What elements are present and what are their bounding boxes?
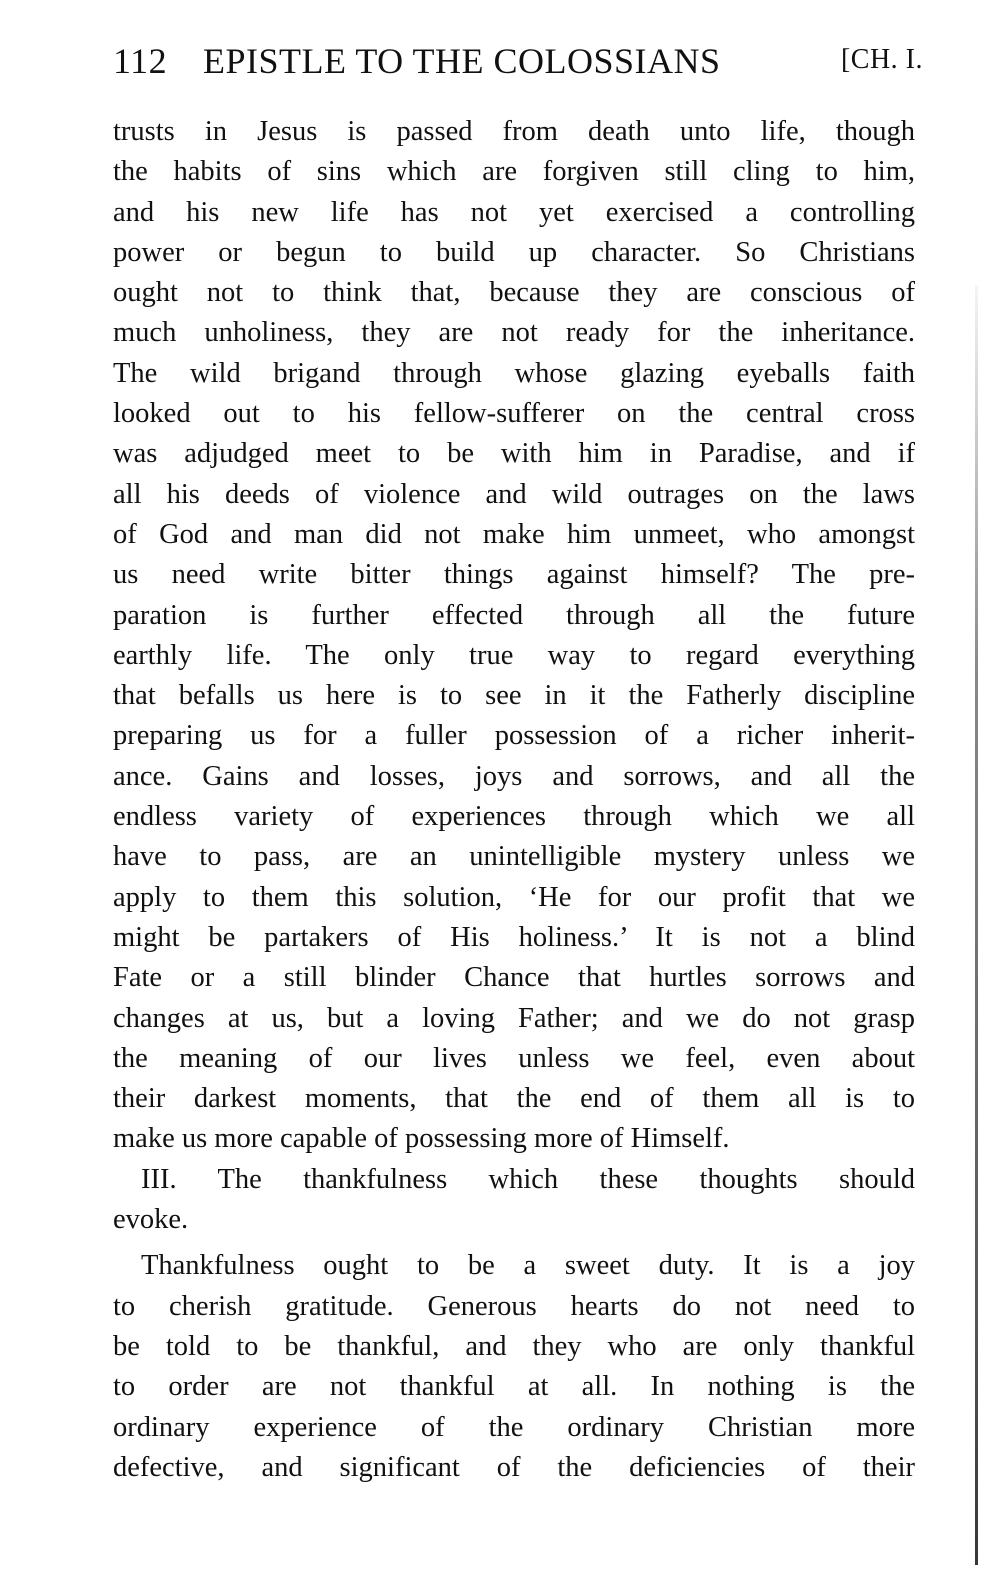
text-line: evoke. [113, 1204, 189, 1236]
text-line: III. The thankfulness which these thoughts should [141, 1163, 915, 1195]
text-line: of God and man did not make him unmeet, who amongst [113, 518, 915, 550]
text-line: to order are not thankful at all. In nothing is the [113, 1371, 915, 1403]
running-title: EPISTLE TO THE COLOSSIANS [203, 41, 721, 81]
text-line: power or begun to build up character. So Christians [113, 236, 915, 268]
text-line: ordinary experience of the ordinary Christian more [113, 1411, 915, 1443]
text-line: ought not to think that, because they are conscious of [113, 277, 915, 309]
section-heading-paragraph [113, 1160, 915, 1241]
text-line: ance. Gains and losses, joys and sorrows, and all the [113, 760, 915, 792]
text-line: was adjudged meet to be with him in Paradise, and if [113, 438, 915, 470]
text-line: apply to them this solution, ‘He for our profit that we [113, 881, 915, 913]
text-line: changes at us, but a loving Father; and we do not grasp [113, 1002, 915, 1034]
body-text [113, 112, 915, 1488]
chapter-reference: [CH. I. [840, 44, 923, 75]
text-line: their darkest moments, that the end of them all is to [113, 1083, 915, 1115]
text-line: might be partakers of His holiness.’ It is not a blind [113, 921, 915, 953]
running-head [113, 40, 923, 90]
text-line: The wild brigand through whose glazing eyeballs faith [113, 357, 915, 389]
text-line: Thankfulness ought to be a sweet duty. It is a joy [141, 1250, 915, 1282]
text-line: and his new life has not yet exercised a controlling [113, 196, 915, 228]
text-line: us need write bitter things against himself? The pre- [113, 559, 915, 591]
text-line: the habits of sins which are forgiven still cling to him, [113, 156, 915, 188]
text-line: Fate or a still blinder Chance that hurtles sorrows and [113, 962, 915, 994]
text-line: the meaning of our lives unless we feel, even about [113, 1042, 915, 1074]
text-line: all his deeds of violence and wild outrages on the laws [113, 478, 915, 510]
text-line: preparing us for a fuller possession of a richer inherit- [113, 720, 915, 752]
text-line: looked out to his fellow-sufferer on the central cross [113, 398, 915, 430]
text-line: trusts in Jesus is passed from death unto life, though [113, 116, 915, 147]
text-line: defective, and significant of the deficiencies of their [113, 1451, 915, 1483]
paragraph [113, 1246, 915, 1488]
text-line: much unholiness, they are not ready for the inheritance. [113, 317, 915, 349]
text-line: be told to be thankful, and they who are only thankful [113, 1330, 915, 1362]
text-line: make us more capable of possessing more of Himself. [113, 1123, 730, 1155]
text-line: have to pass, are an unintelligible mystery unless we [113, 841, 915, 873]
text-line: endless variety of experiences through which we all [113, 801, 915, 833]
text-line: that befalls us here is to see in it the Fatherly discipline [113, 680, 915, 712]
scan-edge-shadow [975, 285, 978, 1565]
text-line: to cherish gratitude. Generous hearts do not need to [113, 1290, 915, 1322]
text-line: earthly life. The only true way to regard everything [113, 639, 915, 671]
paragraph-continuation [113, 112, 915, 1160]
text-line: paration is further effected through all the future [113, 599, 915, 631]
page-number: 112 [113, 41, 168, 81]
